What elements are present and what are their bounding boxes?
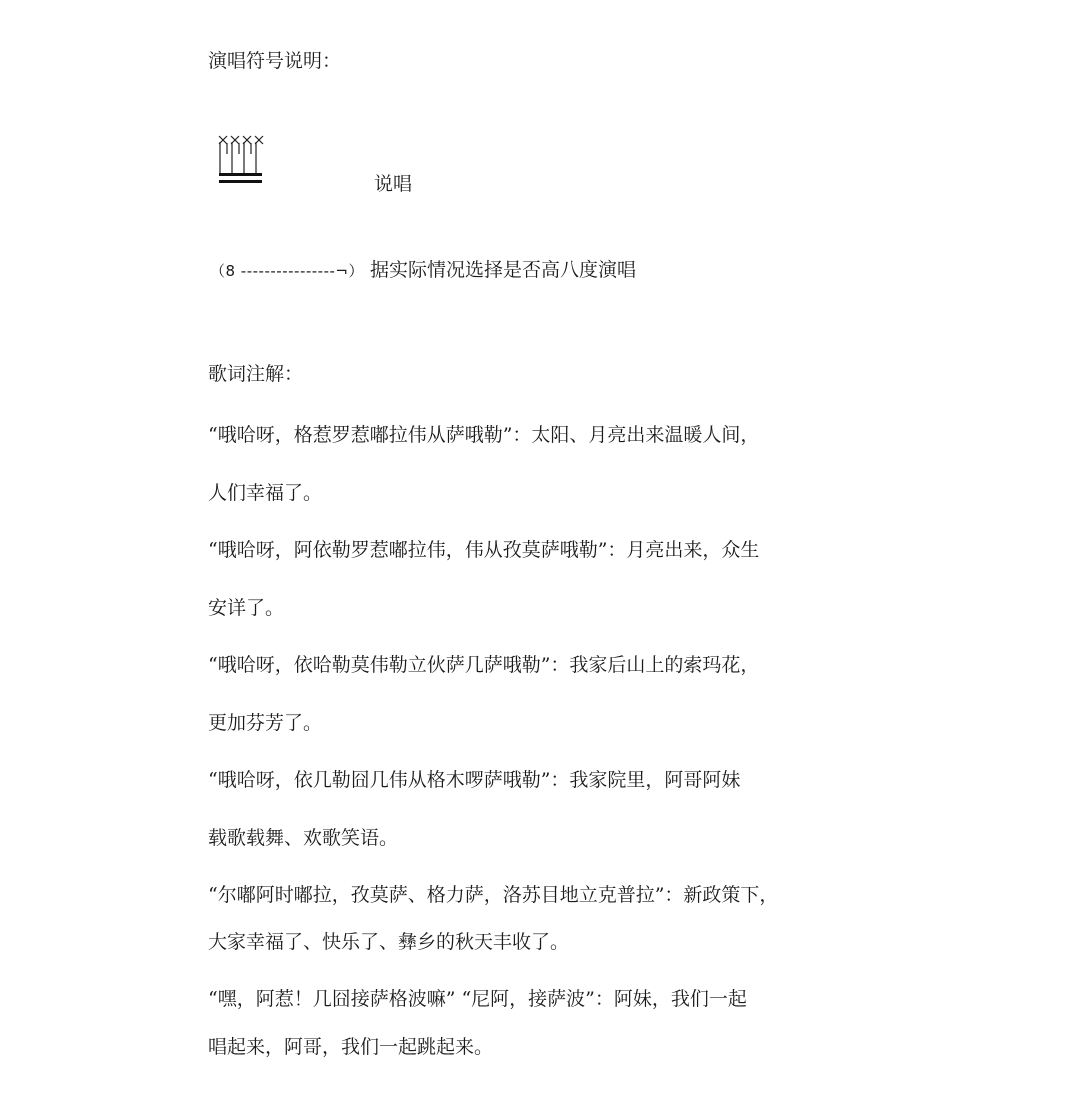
lyric-line: 更加芬芳了。 xyxy=(208,712,323,734)
spoken-rhythm-notation-icon xyxy=(214,134,270,192)
lyric-line: 载歌载舞、欢歌笑语。 xyxy=(208,827,399,849)
lyric-line: “哦哈呀，依哈勒莫伟勒立伙萨几萨哦勒”：我家后山上的索玛花， xyxy=(208,654,760,676)
notation-heading: 演唱符号说明： xyxy=(208,50,342,72)
lyric-line: “哦哈呀，阿依勒罗惹嘟拉伟，伟从孜莫萨哦勒”：月亮出来，众生 xyxy=(208,539,760,561)
lyric-line: “哦哈呀，格惹罗惹嘟拉伟从萨哦勒”：太阳、月亮出来温暖人间， xyxy=(208,424,760,446)
lyric-line: 安详了。 xyxy=(208,597,285,619)
lyric-line: “尔嘟阿时嘟拉，孜莫萨、格力萨，洛苏目地立克普拉”：新政策下， xyxy=(208,884,779,906)
lyric-line: 人们幸福了。 xyxy=(208,482,323,504)
lyric-line: “哦哈呀，依几勒囧几伟从格木啰萨哦勒”：我家院里，阿哥阿妹 xyxy=(208,769,741,791)
lyrics-heading: 歌词注解： xyxy=(208,363,304,385)
octave-note xyxy=(210,258,636,283)
lyric-line: 唱起来，阿哥，我们一起跳起来。 xyxy=(208,1036,494,1058)
lyric-line: “嘿，阿惹！几囧接萨格波嘛” “尼阿，接萨波”：阿妹，我们一起 xyxy=(208,988,747,1010)
octave-mark: （8 ----------------¬） xyxy=(210,262,364,280)
symbol-label: 说唱 xyxy=(374,173,413,195)
octave-text: 据实际情况选择是否高八度演唱 xyxy=(370,259,637,281)
lyric-line: 大家幸福了、快乐了、彝乡的秋天丰收了。 xyxy=(208,931,570,953)
